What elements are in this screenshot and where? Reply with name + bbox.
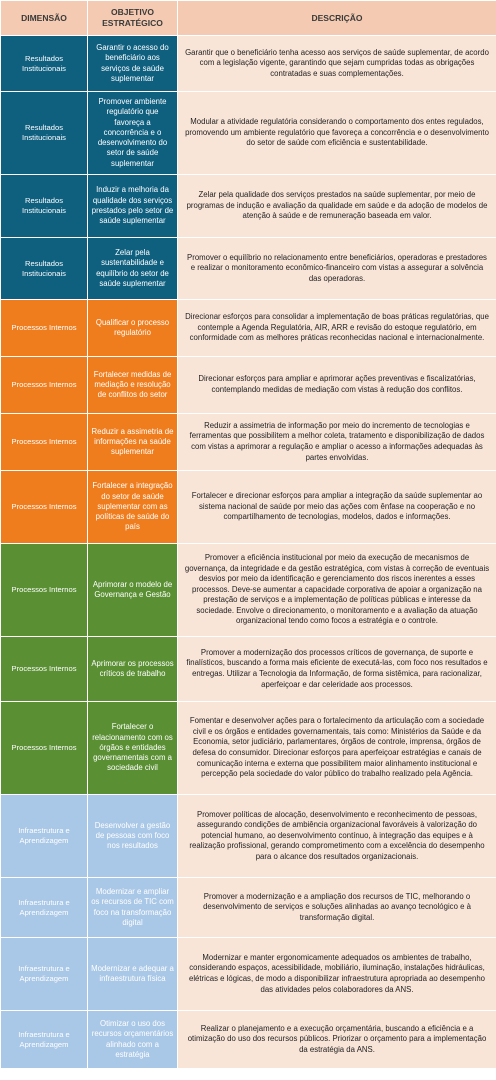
- description-cell: Promover a modernização dos processos críticos de governança, de suporte e finalísticos, buscando a forma mais eficiente de executá-las, com foco nos resultados e entregas. Utilizar a Tecnologia da Informação, de forma sistêmica, para racionalizar, aperfeiçoar e dar celeridade aos processos.: [178, 637, 496, 702]
- header-descricao: DESCRIÇÃO: [178, 1, 496, 36]
- table-row: [1, 878, 496, 938]
- dimension-cell: Resultados Institucionais: [1, 175, 88, 238]
- objective-cell: Promover ambiente regulatório que favoreça a concorrência e o desenvolvimento do setor de saúde suplementar: [88, 92, 178, 175]
- table-row: [1, 702, 496, 795]
- description-cell: Direcionar esforços para consolidar a implementação de boas práticas regulatórias, que contemple a Agenda Regulatória, AIR, ARR e revisão do estoque regulatório, em conformidade com as melhores práticas reconhecidas nacional e internacionalmente.: [178, 300, 496, 357]
- objective-cell: Garantir o acesso do beneficiário aos serviços de saúde suplementar: [88, 36, 178, 92]
- description-cell: Modernizar e manter ergonomicamente adequados os ambientes de trabalho, considerando espaços, acessibilidade, mobiliário, iluminação, instalações hidráulicas, elétricas e lógicas, de modo a disponibilizar infraestrutura apropriada ao desempenho das atividades pelos colaboradores da ANS.: [178, 938, 496, 1011]
- dimension-cell: Processos Internos: [1, 471, 88, 544]
- objective-cell: Qualificar o processo regulatório: [88, 300, 178, 357]
- description-cell: Garantir que o beneficiário tenha acesso aos serviços de saúde suplementar, de acordo com a legislação vigente, garantindo que sejam cumpridas todas as obrigações contratadas e suas complementações.: [178, 36, 496, 92]
- description-cell: Modular a atividade regulatória considerando o comportamento dos entes regulados, promovendo um ambiente regulatório que favoreça a concorrência e o desenvolvimento do setor de saúde com eficiência e sustentabilidade.: [178, 92, 496, 175]
- objective-cell: Reduzir a assimetria de informações na saúde suplementar: [88, 414, 178, 471]
- table-row: [1, 471, 496, 544]
- table-row: [1, 36, 496, 92]
- header-dimensao: DIMENSÃO: [1, 1, 88, 36]
- table-row: [1, 544, 496, 637]
- table-row: [1, 92, 496, 175]
- dimension-cell: Infraestrutura e Aprendizagem: [1, 938, 88, 1011]
- objective-cell: Aprimorar os processos críticos de trabalho: [88, 637, 178, 702]
- objective-cell: Otimizar o uso dos recursos orçamentários alinhado com a estratégia: [88, 1011, 178, 1069]
- objective-cell: Desenvolver a gestão de pessoas com foco nos resultados: [88, 795, 178, 878]
- description-cell: Realizar o planejamento e a execução orçamentária, buscando a eficiência e a otimização do uso dos recursos públicos. Priorizar o orçamento para a implementação da estratégia da ANS.: [178, 1011, 496, 1069]
- dimension-cell: Infraestrutura e Aprendizagem: [1, 878, 88, 938]
- objective-cell: Fortalecer medidas de mediação e resolução de conflitos do setor: [88, 357, 178, 414]
- description-cell: Promover a modernização e a ampliação dos recursos de TIC, melhorando o desenvolvimento de serviços e soluções alinhadas ao avanço tecnológico e à transformação digital.: [178, 878, 496, 938]
- table-row: [1, 938, 496, 1011]
- dimension-cell: Infraestrutura e Aprendizagem: [1, 1011, 88, 1069]
- objective-cell: Fortalecer o relacionamento com os órgãos e entidades governamentais com a sociedade civil: [88, 702, 178, 795]
- dimension-cell: Processos Internos: [1, 702, 88, 795]
- table-row: [1, 300, 496, 357]
- table-row: [1, 175, 496, 238]
- table-row: [1, 414, 496, 471]
- dimension-cell: Infraestrutura e Aprendizagem: [1, 795, 88, 878]
- description-cell: Promover políticas de alocação, desenvolvimento e reconhecimento de pessoas, assegurando condições de ambiência organizacional favoráveis à valorização do potencial humano, ao desenvolvimento contínuo, à integração das equipes e à realização profissional, gerando comprometimento com a excelência do desempenho para o alcance dos resultados organizacionais.: [178, 795, 496, 878]
- table-header-row: [1, 1, 496, 36]
- table-row: [1, 795, 496, 878]
- description-cell: Reduzir a assimetria de informação por meio do incremento de tecnologias e ferramentas que possibilitem a melhor coleta, tratamento e disponibilização de dados com vistas a aprimorar a regulação e ampliar o acesso a informações adequadas às partes envolvidas.: [178, 414, 496, 471]
- table-row: [1, 637, 496, 702]
- description-cell: Promover a eficiência institucional por meio da execução de mecanismos de governança, da integridade e da gestão estratégica, com vistas à correção de eventuais desvios por meio da identificação e gerenciamento dos riscos inerentes a esses processos. Deve-se aumentar a capacidade corporativa de apoiar a organização na prestação de serviços e a implementação de políticas públicas e interesse da sociedade. Envolve o direcionamento, o monitoramento e a avaliação da atuação organizacional tendo como focos a estratégia e o controle.: [178, 544, 496, 637]
- table-row: [1, 357, 496, 414]
- dimension-cell: Processos Internos: [1, 357, 88, 414]
- objective-cell: Zelar pela sustentabilidade e equilíbrio do setor de saúde suplementar: [88, 238, 178, 300]
- description-cell: Direcionar esforços para ampliar e aprimorar ações preventivas e fiscalizatórias, contemplando medidas de mediação com vistas à redução dos conflitos.: [178, 357, 496, 414]
- dimension-cell: Resultados Institucionais: [1, 92, 88, 175]
- dimension-cell: Processos Internos: [1, 637, 88, 702]
- objective-cell: Fortalecer a integração do setor de saúde suplementar com as políticas de saúde do país: [88, 471, 178, 544]
- dimension-cell: Resultados Institucionais: [1, 238, 88, 300]
- table-row: [1, 238, 496, 300]
- objective-cell: Modernizar e ampliar os recursos de TIC com foco na transformação digital: [88, 878, 178, 938]
- dimension-cell: Processos Internos: [1, 300, 88, 357]
- description-cell: Zelar pela qualidade dos serviços prestados na saúde suplementar, por meio de programas de indução e avaliação da qualidade em saúde e da adoção de modelos de atenção à saúde e de remuneração baseada em valor.: [178, 175, 496, 238]
- description-cell: Promover o equilíbrio no relacionamento entre beneficiários, operadoras e prestadores e realizar o monitoramento econômico-financeiro com vistas a assegurar a solvência das operadoras.: [178, 238, 496, 300]
- dimension-cell: Resultados Institucionais: [1, 36, 88, 92]
- table-row: [1, 1011, 496, 1069]
- dimension-cell: Processos Internos: [1, 414, 88, 471]
- objective-cell: Induzir a melhoria da qualidade dos serviços prestados pelo setor de saúde suplementar: [88, 175, 178, 238]
- objective-cell: Modernizar e adequar a infraestrutura física: [88, 938, 178, 1011]
- header-objetivo: OBJETIVO ESTRATÉGICO: [88, 1, 178, 36]
- description-cell: Fomentar e desenvolver ações para o fortalecimento da articulação com a sociedade civil e os órgãos e entidades governamentais, tais como: Ministérios da Saúde e da Economia, setor judiciário, parlamentares, órgãos de controle, imprensa, órgãos de defesa do consumidor. Direcionar esforços para aperfeiçoar estratégias e canais de comunicação interna e externa que possibilitem maior alinhamento institucional e percepção pela sociedade do valor público do trabalho realizado pela Agência.: [178, 702, 496, 795]
- objective-cell: Aprimorar o modelo de Governança e Gestão: [88, 544, 178, 637]
- description-cell: Fortalecer e direcionar esforços para ampliar a integração da saúde suplementar ao sistema nacional de saúde por meio das ações com ênfase na cooperação e no compartilhamento de tecnologias, modelos, dados e informações.: [178, 471, 496, 544]
- dimension-cell: Processos Internos: [1, 544, 88, 637]
